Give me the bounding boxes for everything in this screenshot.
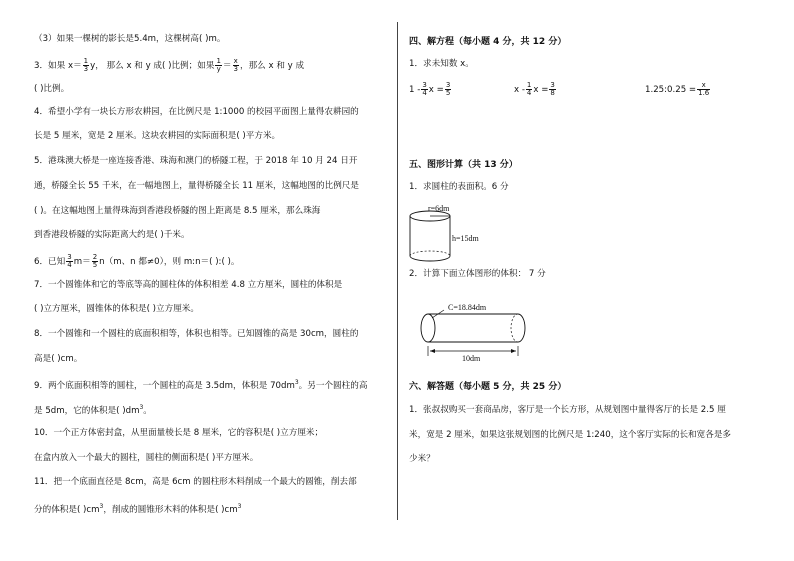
equation-2 xyxy=(514,82,557,97)
denominator: 4 xyxy=(422,89,427,97)
denominator: 4 xyxy=(526,89,532,97)
text: m＝ xyxy=(73,257,91,267)
cylinder-right-front xyxy=(518,314,525,342)
section-4-intro: 1．求未知数 x。 xyxy=(409,59,474,69)
superscript: 3 xyxy=(237,503,242,510)
question-10-line1: 10．一个正方体密封盒，从里面量棱长是 8 厘米，它的容积是( )立方厘米； xyxy=(34,428,324,438)
question-9-line1 xyxy=(34,377,367,392)
fraction xyxy=(549,82,555,97)
denominator: 3 xyxy=(233,65,238,73)
text: 是 5dm，它的体积是( )dm xyxy=(34,405,140,416)
question-10-line2: 在盒内放入一个最大的圆柱，圆柱的侧面积是( )平方厘米。 xyxy=(34,453,259,463)
section-5-title: 五、图形计算（共 13 分） xyxy=(409,160,518,170)
section-6-question-1-line3: 少米？ xyxy=(409,454,435,464)
numerator: 1 xyxy=(216,57,221,65)
text: n（m、n 都≠0），则 m:n＝( ):( )。 xyxy=(99,257,240,267)
question-5-line3: ( )。在这幅地图上量得珠海到香港段桥隧的图上距离是 8.5 厘米，那么珠海 xyxy=(34,206,321,216)
equation-3 xyxy=(645,82,711,97)
cylinder-length-label: 10dm xyxy=(462,354,481,363)
superscript: 3 xyxy=(294,379,299,386)
question-5-line4: 到香港段桥隧的实际距离大约是( )千米。 xyxy=(34,230,190,240)
section-5-question-2: 2．计算下面立体图形的体积： 7 分 xyxy=(409,269,546,279)
cylinder-radius-label: r=6dm xyxy=(428,204,450,213)
numerator: 1 xyxy=(526,81,532,89)
text: 。另一个圆柱的高 xyxy=(298,380,368,391)
text: 3．如果 x＝ xyxy=(34,61,82,71)
arrow-right-icon xyxy=(511,349,516,353)
equation-1 xyxy=(409,82,452,97)
fraction xyxy=(526,82,532,97)
fraction xyxy=(421,82,427,97)
question-11-line2 xyxy=(34,501,241,516)
denominator: 8 xyxy=(550,89,555,97)
text: 分的体积是( )cm xyxy=(34,504,100,515)
text: 9．两个底面积相等的圆柱，一个圆柱的高是 3.5dm，体积是 70dm xyxy=(34,380,295,391)
question-7-line1: 7．一个圆锥体和它的等底等高的圆柱体的体积相差 4.8 立方厘米，圆柱的体积是 xyxy=(34,280,343,290)
column-divider xyxy=(397,22,398,520)
cylinder-bottom-back xyxy=(410,251,450,256)
numerator: 3 xyxy=(67,253,72,261)
question-9-line2 xyxy=(34,402,152,417)
question-3-3: （3）如果一棵树的影长是5.4m，这棵树高( )m。 xyxy=(34,34,226,44)
fraction-one-over-y xyxy=(215,58,221,73)
cylinder-left-ellipse xyxy=(421,314,435,342)
question-11-line1: 11．把一个底面直径是 8cm，高是 6cm 的圆柱形木料削成一个最大的圆锥，削去部 xyxy=(34,477,357,487)
question-3-line1 xyxy=(34,58,304,73)
text: ＝ xyxy=(222,61,232,71)
fraction xyxy=(445,82,451,97)
text: ，那么 x 和 y 成 xyxy=(239,61,305,71)
denominator: y xyxy=(216,65,221,73)
denominator: 5 xyxy=(445,89,451,97)
text: x = xyxy=(428,85,444,95)
text: 6．已知 xyxy=(34,257,66,267)
text: 1 - xyxy=(409,85,421,95)
section-4-title: 四、解方程（每小题 4 分，共 12 分） xyxy=(409,37,567,47)
text: 1.25:0.25 = xyxy=(645,85,697,95)
cylinder-bottom-front xyxy=(410,256,450,261)
question-5-line2: 通，桥隧全长 55 千米，在一幅地图上，量得桥隧全长 11 厘米，这幅地图的比例尺是 xyxy=(34,181,359,191)
text: ，削成的圆锥形木料的体积是( )cm xyxy=(103,504,238,515)
fraction xyxy=(697,82,710,97)
denominator: 3 xyxy=(83,65,89,73)
section-6-question-1-line2: 米，宽是 2 厘米，如果这张规划图的比例尺是 1:240，这个客厅实际的长和宽各是多 xyxy=(409,430,732,440)
superscript: 3 xyxy=(99,503,104,510)
fraction-three-quarters xyxy=(66,254,72,269)
question-4-line1: 4．希望小学有一块长方形农耕园，在比例尺是 1:1000 的校园平面图上量得农耕园的 xyxy=(34,107,359,117)
denominator: 5 xyxy=(92,261,98,269)
cylinder-height-label: h=15dm xyxy=(452,234,479,243)
numerator: 1 xyxy=(83,57,89,65)
fraction-one-third xyxy=(83,58,89,73)
section-6-title: 六、解答题（每小题 5 分，共 25 分） xyxy=(409,382,567,392)
text: y， 那么 x 和 y 成( )比例；如果 xyxy=(90,61,215,71)
question-4-line2: 长是 5 厘米，宽是 2 厘米。这块农耕园的实际面积是( )平方米。 xyxy=(34,131,281,141)
question-7-line2: ( )立方厘米，圆锥体的体积是( )立方厘米。 xyxy=(34,304,199,314)
numerator: 3 xyxy=(445,81,451,89)
cylinder-right-back xyxy=(511,314,518,342)
question-3-line2: ( )比例。 xyxy=(34,84,70,94)
numerator: 3 xyxy=(550,81,555,89)
numerator: x xyxy=(697,82,710,90)
question-8-line1: 8．一个圆锥和一个圆柱的底面积相等，体积也相等。已知圆锥的高是 30cm，圆柱的 xyxy=(34,329,359,339)
question-6 xyxy=(34,254,240,269)
superscript: 3 xyxy=(139,404,144,411)
numerator: 2 xyxy=(92,253,98,261)
numerator: 3 xyxy=(422,81,427,89)
text: 。 xyxy=(143,405,152,416)
section-5-question-1: 1．求圆柱的表面积。6 分 xyxy=(409,182,509,192)
denominator: 1.6 xyxy=(698,89,710,97)
arrow-left-icon xyxy=(430,349,435,353)
text: x = xyxy=(533,85,549,95)
text: x - xyxy=(514,85,525,95)
numerator: x xyxy=(233,57,238,65)
fraction-x-over-3 xyxy=(233,58,239,73)
denominator: 4 xyxy=(67,261,72,269)
cylinder-circumference-label: C=18.84dm xyxy=(448,303,487,312)
section-6-question-1-line1: 1．张叔叔购买一套商品房，客厅是一个长方形，从规划图中量得客厅的长是 2.5 厘 xyxy=(409,405,726,415)
question-5-line1: 5．港珠澳大桥是一座连接香港、珠海和澳门的桥隧工程，于 2018 年 10 月 24 日开 xyxy=(34,156,358,166)
question-8-line2: 高是( )cm。 xyxy=(34,354,83,364)
fraction-two-fifths xyxy=(92,254,98,269)
